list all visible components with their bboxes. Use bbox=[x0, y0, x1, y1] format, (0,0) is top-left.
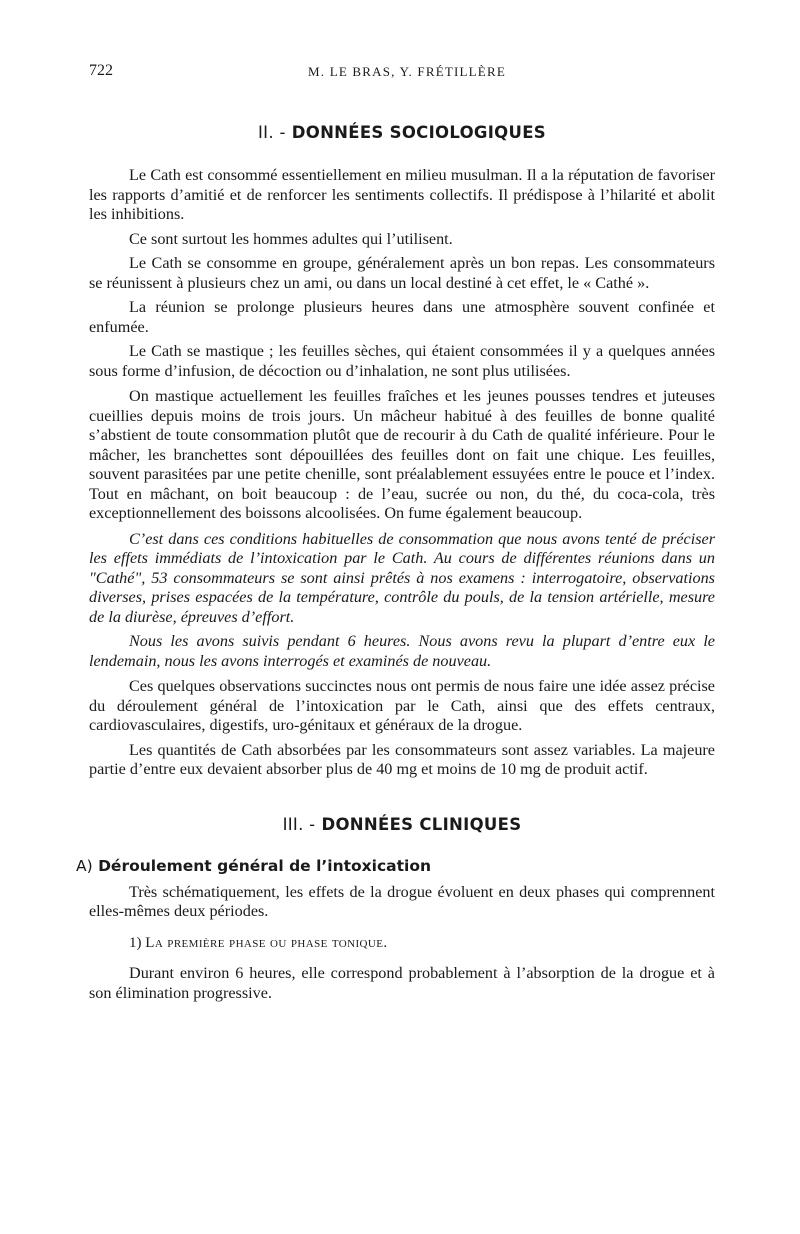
paragraph: Le Cath est consommé essentiellement en milieu musulman. Il a la réputation de favoriser les rapports d’amitié et de renforcer les sentiments collectifs. Il prédispose à l’hilarité et abolit les inhibitions. bbox=[89, 166, 715, 223]
section-2-heading bbox=[89, 123, 715, 142]
section-2-title: DONNÉES SOCIOLOGIQUES bbox=[291, 123, 546, 142]
subsection-a-title: Déroulement général de l’intoxication bbox=[98, 856, 432, 875]
phase-title: La première phase ou phase tonique. bbox=[145, 934, 388, 951]
italic-paragraph: Nous les avons suivis pendant 6 heures. Nous avons revu la plupart d’entre eux le lendemain, nous les avons interrogés et examinés de nouveau. bbox=[89, 632, 715, 670]
italic-paragraph: C’est dans ces conditions habituelles de consommation que nous avons tenté de préciser les effets immédiats de l’intoxication par le Cath. Au cours de différentes réunions dans un "Cathé", 53 consommateurs se sont ainsi prêtés à nos examens : interrogatoire, observations diverses, prises espacées de la température, contrôle du pouls, de la tension artérielle, mesure de la diurèse, épreuves d’effort. bbox=[89, 529, 715, 626]
section-3-heading bbox=[89, 815, 715, 834]
paragraph: Les quantités de Cath absorbées par les consommateurs sont assez variables. La majeure partie d’entre eux devaient absorber plus de 40 mg et moins de 10 mg de produit actif. bbox=[89, 740, 715, 778]
running-head bbox=[89, 62, 715, 86]
section-3-title: DONNÉES CLINIQUES bbox=[321, 814, 522, 834]
page bbox=[76, 62, 715, 1003]
phase-heading bbox=[89, 934, 715, 954]
section-3-number: III. - bbox=[282, 814, 316, 834]
subsection-a-heading bbox=[76, 857, 715, 875]
paragraph: La réunion se prolonge plusieurs heures dans une atmosphère souvent confinée et enfumée. bbox=[89, 298, 715, 336]
page-number: 722 bbox=[89, 62, 113, 79]
header-authors: M. LE BRAS, Y. FRÉTILLÈRE bbox=[308, 64, 506, 79]
phase-number: 1) bbox=[129, 934, 142, 951]
paragraph: Le Cath se mastique ; les feuilles sèches, qui étaient consommées il y a quelques années sous forme d’infusion, de décoction ou d’inhalation, ne sont plus utilisées. bbox=[89, 342, 715, 380]
paragraph: Le Cath se consomme en groupe, généralement après un bon repas. Les consommateurs se réunissent à plusieurs chez un ami, ou dans un local destiné à cet effet, le « Cathé ». bbox=[89, 254, 715, 292]
subsection-a-label: A) bbox=[76, 856, 93, 875]
paragraph: On mastique actuellement les feuilles fraîches et les jeunes pousses tendres et juteuses cueillies depuis moins de trois jours. Un mâcheur habitué à des feuilles de bonne qualité s’abstient de toute consommation plutôt que de recourir à du Cath de qualité inférieure. Pour le mâcher, les branchettes sont dépouillées des feuilles dont on fait une chique. Les feuilles, souvent parasitées par une petite chenille, sont préalablement essuyées entre le pouce et l’index. Tout en mâchant, on boit beaucoup : de l’eau, sucrée ou non, du thé, du coca-cola, très exceptionnellement des boissons alcoolisées. On fume également beaucoup. bbox=[89, 387, 715, 522]
paragraph: Durant environ 6 heures, elle correspond probablement à l’absorption de la drogue et à son élimination progressive. bbox=[89, 964, 715, 1002]
paragraph: Très schématiquement, les effets de la drogue évoluent en deux phases qui comprennent elles-mêmes deux périodes. bbox=[89, 882, 715, 920]
paragraph: Ce sont surtout les hommes adultes qui l’utilisent. bbox=[129, 229, 453, 248]
paragraph: Ces quelques observations succinctes nous ont permis de nous faire une idée assez précise du déroulement général de l’intoxication par le Cath, ainsi que des effets centraux, cardiovasculaires, digestifs, uro-génitaux et généraux de la drogue. bbox=[89, 677, 715, 734]
section-2-number: II. - bbox=[258, 123, 286, 142]
